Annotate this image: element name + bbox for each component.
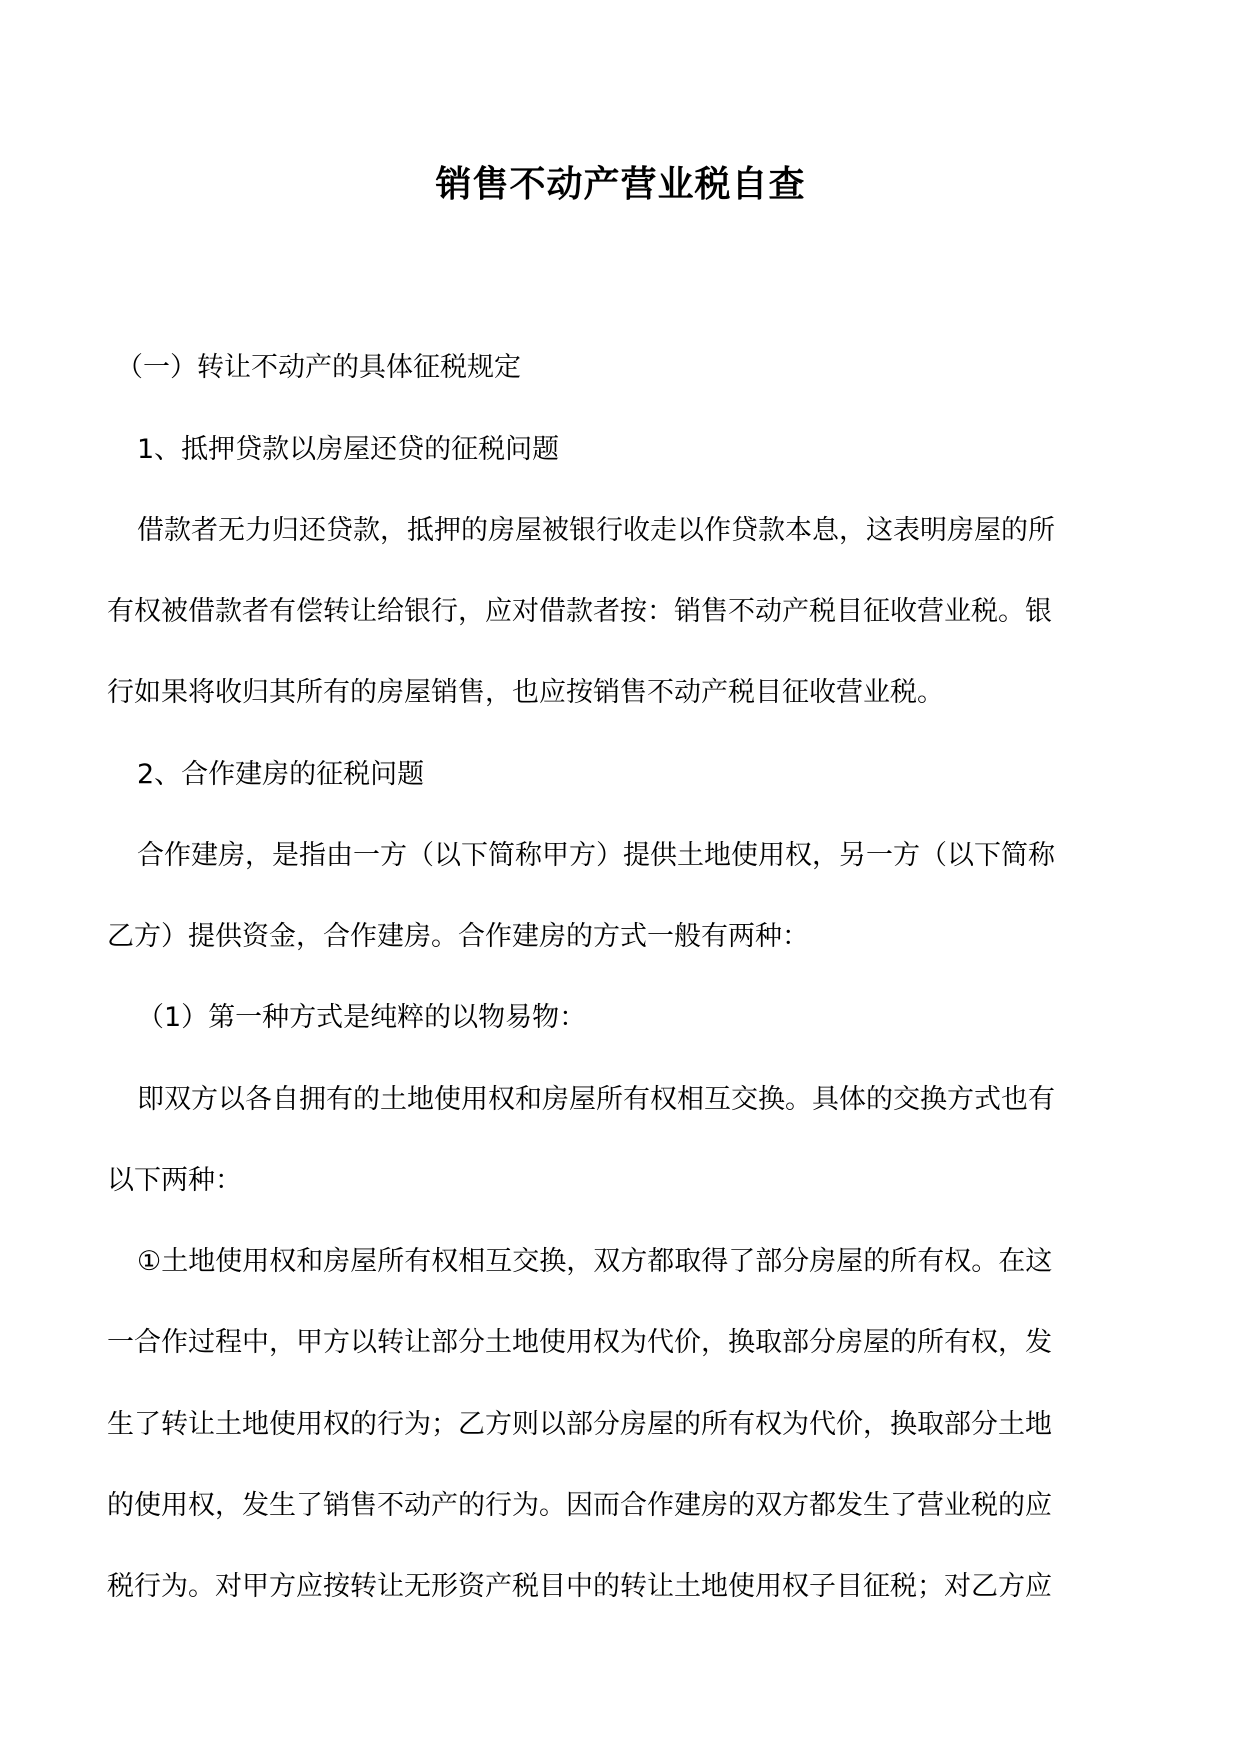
paragraph-line: 即双方以各自拥有的土地使用权和房屋所有权相互交换。具体的交换方式也有 bbox=[137, 1084, 1055, 1115]
paragraph-line: 有权被借款者有偿转让给银行，应对借款者按：销售不动产税目征收营业税。银 bbox=[107, 596, 1052, 627]
paragraph-line: 的使用权，发生了销售不动产的行为。因而合作建房的双方都发生了营业税的应 bbox=[107, 1490, 1052, 1521]
subsection-heading: 1、抵押贷款以房屋还贷的征税问题 bbox=[137, 434, 560, 465]
section-heading: （一）转让不动产的具体征税规定 bbox=[116, 352, 521, 383]
document-title: 销售不动产营业税自查 bbox=[435, 163, 806, 205]
paragraph-line: 生了转让土地使用权的行为；乙方则以部分房屋的所有权为代价，换取部分土地 bbox=[107, 1409, 1052, 1440]
paragraph-line: 行如果将收归其所有的房屋销售，也应按销售不动产税目征收营业税。 bbox=[107, 677, 944, 708]
paragraph-line: 一合作过程中，甲方以转让部分土地使用权为代价，换取部分房屋的所有权，发 bbox=[107, 1327, 1052, 1358]
paragraph-line: 借款者无力归还贷款，抵押的房屋被银行收走以作贷款本息，这表明房屋的所 bbox=[137, 515, 1055, 546]
paragraph-line: ①土地使用权和房屋所有权相互交换，双方都取得了部分房屋的所有权。在这 bbox=[137, 1246, 1053, 1277]
paragraph-line: 税行为。对甲方应按转让无形资产税目中的转让土地使用权子目征税；对乙方应 bbox=[107, 1571, 1052, 1602]
paragraph-line: 乙方）提供资金，合作建房。合作建房的方式一般有两种： bbox=[107, 921, 809, 952]
paragraph-line: 合作建房，是指由一方（以下简称甲方）提供土地使用权，另一方（以下简称 bbox=[137, 840, 1055, 871]
list-item-heading: （1）第一种方式是纯粹的以物易物： bbox=[137, 1002, 587, 1033]
paragraph-line: 以下两种： bbox=[107, 1165, 242, 1196]
subsection-heading: 2、合作建房的征税问题 bbox=[137, 759, 425, 790]
